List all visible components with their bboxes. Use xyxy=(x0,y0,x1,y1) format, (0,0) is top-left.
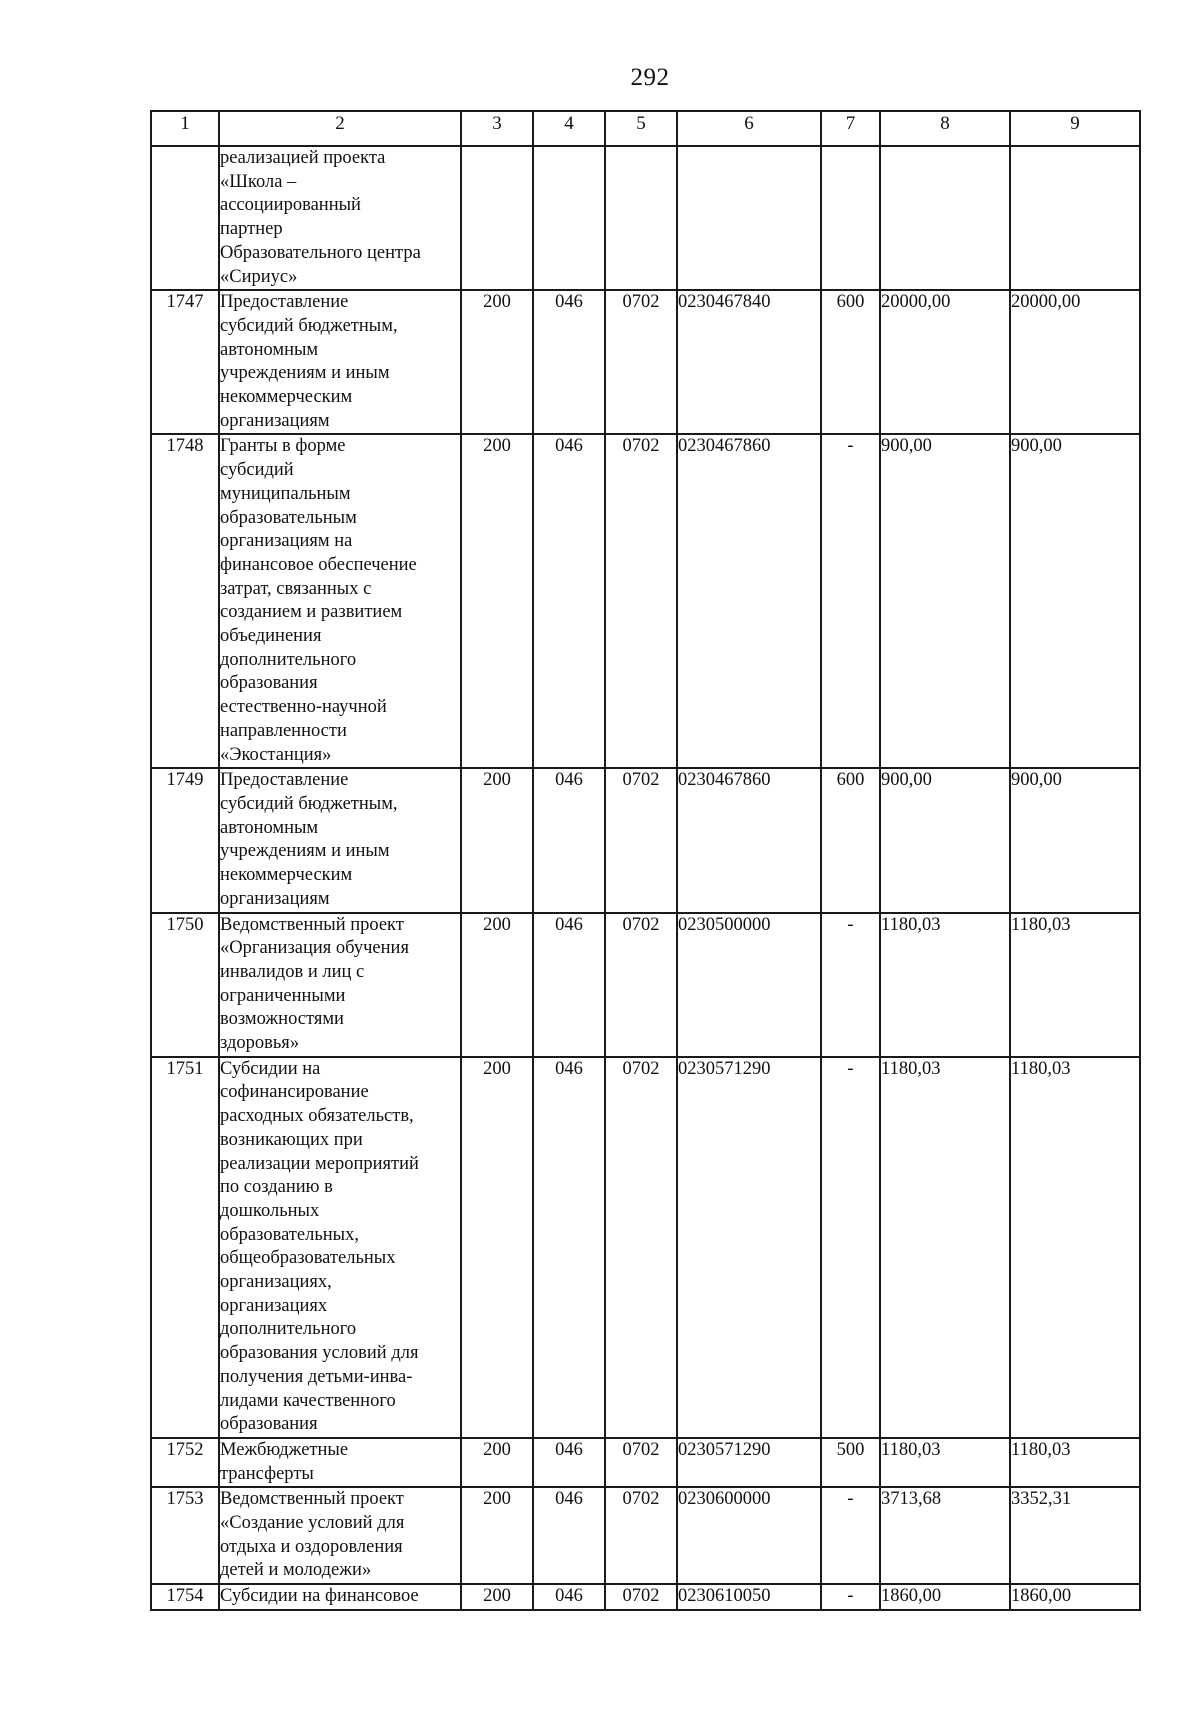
amount-cell: 20000,00 xyxy=(880,290,1010,434)
expense-type-cell: - xyxy=(821,1487,880,1584)
description-line: получения детьми-инва- xyxy=(220,1366,413,1387)
column-header: 5 xyxy=(605,111,677,146)
description-cell xyxy=(219,768,461,912)
description-line: «Школа – xyxy=(220,171,297,192)
column-4-cell: 046 xyxy=(533,1438,605,1487)
table-header-row xyxy=(151,111,1140,146)
description-cell xyxy=(219,1057,461,1438)
description-line: возникающих при xyxy=(220,1129,363,1150)
column-header: 6 xyxy=(677,111,821,146)
amount-cell: 3352,31 xyxy=(1010,1487,1140,1584)
table-row xyxy=(151,1057,1140,1438)
description-line: Межбюджетные xyxy=(220,1439,349,1460)
column-3-cell: 200 xyxy=(461,768,533,912)
description-line: Ведомственный проект xyxy=(220,914,404,935)
table-row xyxy=(151,768,1140,912)
description-line: созданием и развитием xyxy=(220,602,403,623)
column-3-cell: 200 xyxy=(461,1584,533,1610)
expense-type-cell: - xyxy=(821,1057,880,1438)
target-code-cell: 0230467840 xyxy=(677,290,821,434)
column-header: 1 xyxy=(151,111,219,146)
row-number-cell: 1749 xyxy=(151,768,219,912)
table-body xyxy=(151,146,1140,1610)
page-number: 292 xyxy=(630,64,670,91)
description-line: организациях xyxy=(220,1295,328,1316)
description-cell xyxy=(219,1487,461,1584)
target-code-cell: 0230571290 xyxy=(677,1438,821,1487)
column-4-cell: 046 xyxy=(533,434,605,768)
description-line: дополнительного xyxy=(220,649,357,670)
amount-cell: 900,00 xyxy=(880,434,1010,768)
description-line: Субсидии на xyxy=(220,1058,321,1079)
description-line: учреждениям и иным xyxy=(220,841,390,862)
expense-type-cell: 600 xyxy=(821,290,880,434)
row-number-cell: 1748 xyxy=(151,434,219,768)
description-line: направленности xyxy=(220,720,347,741)
description-line: здоровья» xyxy=(220,1033,300,1054)
expense-type-cell: - xyxy=(821,434,880,768)
table-row xyxy=(151,913,1140,1057)
description-line: «Сириус» xyxy=(220,266,298,287)
description-line: образовательных, xyxy=(220,1224,359,1245)
amount-cell: 1860,00 xyxy=(880,1584,1010,1610)
description-cell xyxy=(219,913,461,1057)
description-line: субсидий xyxy=(220,460,294,481)
description-line: некоммерческим xyxy=(220,387,353,408)
row-number-cell: 1753 xyxy=(151,1487,219,1584)
column-3-cell: 200 xyxy=(461,913,533,1057)
column-4-cell: 046 xyxy=(533,1057,605,1438)
amount-cell xyxy=(1010,146,1140,290)
description-line: ассоциированный xyxy=(220,195,361,216)
description-line: ограниченными xyxy=(220,985,346,1006)
description-line: реализацией проекта xyxy=(220,148,386,168)
description-line: организациям xyxy=(220,410,330,431)
description-line: Ведомственный проект xyxy=(220,1489,404,1510)
budget-table xyxy=(150,110,1141,1611)
column-header: 3 xyxy=(461,111,533,146)
amount-cell: 3713,68 xyxy=(880,1487,1010,1584)
description-line: Гранты в форме xyxy=(220,436,346,457)
amount-cell: 1180,03 xyxy=(1010,1438,1140,1487)
table-row xyxy=(151,1584,1140,1610)
description-line: дошкольных xyxy=(220,1200,320,1221)
description-line: учреждениям и иным xyxy=(220,363,390,384)
description-line: некоммерческим xyxy=(220,865,353,886)
description-line: реализации мероприятий xyxy=(220,1153,419,1174)
column-header: 8 xyxy=(880,111,1010,146)
target-code-cell: 0230467860 xyxy=(677,768,821,912)
column-3-cell: 200 xyxy=(461,290,533,434)
column-5-cell xyxy=(605,146,677,290)
description-line: образовательным xyxy=(220,507,357,528)
target-code-cell: 0230600000 xyxy=(677,1487,821,1584)
column-4-cell: 046 xyxy=(533,290,605,434)
description-line: образования xyxy=(220,673,318,694)
description-line: лидами качественного xyxy=(220,1390,396,1411)
column-3-cell: 200 xyxy=(461,1438,533,1487)
description-line: субсидий бюджетным, xyxy=(220,793,398,814)
expense-type-cell: 500 xyxy=(821,1438,880,1487)
row-number-cell: 1750 xyxy=(151,913,219,1057)
column-5-cell: 0702 xyxy=(605,1487,677,1584)
description-line: финансовое обеспечение xyxy=(220,554,417,575)
expense-type-cell xyxy=(821,146,880,290)
column-5-cell: 0702 xyxy=(605,1584,677,1610)
table-row xyxy=(151,434,1140,768)
row-number-cell: 1747 xyxy=(151,290,219,434)
column-5-cell: 0702 xyxy=(605,434,677,768)
amount-cell: 900,00 xyxy=(1010,768,1140,912)
description-line: партнер xyxy=(220,219,283,240)
description-line: Образовательного центра xyxy=(220,242,421,263)
table-row xyxy=(151,146,1140,290)
description-line: автономным xyxy=(220,339,319,360)
description-line: трансферты xyxy=(220,1463,314,1484)
description-line: затрат, связанных с xyxy=(220,578,372,599)
amount-cell: 20000,00 xyxy=(1010,290,1140,434)
column-4-cell: 046 xyxy=(533,1487,605,1584)
column-header: 9 xyxy=(1010,111,1140,146)
row-number-cell xyxy=(151,146,219,290)
row-number-cell: 1754 xyxy=(151,1584,219,1610)
expense-type-cell: - xyxy=(821,913,880,1057)
row-number-cell: 1751 xyxy=(151,1057,219,1438)
description-line: автономным xyxy=(220,817,319,838)
amount-cell: 1180,03 xyxy=(880,913,1010,1057)
column-3-cell xyxy=(461,146,533,290)
column-5-cell: 0702 xyxy=(605,1438,677,1487)
description-line: Предоставление xyxy=(220,770,349,791)
description-line: софинансирование xyxy=(220,1082,369,1103)
column-4-cell: 046 xyxy=(533,913,605,1057)
description-cell xyxy=(219,434,461,768)
table-row xyxy=(151,290,1140,434)
table-row xyxy=(151,1438,1140,1487)
description-line: организациям xyxy=(220,888,330,909)
description-line: «Экостанция» xyxy=(220,744,332,765)
target-code-cell: 0230571290 xyxy=(677,1057,821,1438)
description-cell xyxy=(219,1584,461,1610)
description-line: детей и молодежи» xyxy=(220,1560,372,1581)
amount-cell: 900,00 xyxy=(880,768,1010,912)
description-line: инвалидов и лиц с xyxy=(220,961,365,982)
description-line: дополнительного xyxy=(220,1319,357,1340)
column-3-cell: 200 xyxy=(461,434,533,768)
target-code-cell: 0230610050 xyxy=(677,1584,821,1610)
column-header: 2 xyxy=(219,111,461,146)
description-line: муниципальным xyxy=(220,483,351,504)
table-row xyxy=(151,1487,1140,1584)
description-cell xyxy=(219,1438,461,1487)
description-line: образования xyxy=(220,1414,318,1435)
description-line: «Создание условий для xyxy=(220,1513,405,1534)
description-line: «Организация обучения xyxy=(220,938,409,959)
amount-cell: 1180,03 xyxy=(880,1438,1010,1487)
description-line: организациях, xyxy=(220,1272,332,1293)
description-line: Субсидии на финансовое xyxy=(220,1586,419,1607)
column-header: 7 xyxy=(821,111,880,146)
column-5-cell: 0702 xyxy=(605,913,677,1057)
description-line: объединения xyxy=(220,626,322,647)
target-code-cell xyxy=(677,146,821,290)
column-4-cell: 046 xyxy=(533,1584,605,1610)
column-4-cell xyxy=(533,146,605,290)
description-cell xyxy=(219,146,461,290)
column-5-cell: 0702 xyxy=(605,1057,677,1438)
amount-cell: 1180,03 xyxy=(1010,913,1140,1057)
description-line: образования условий для xyxy=(220,1343,419,1364)
description-line: по созданию в xyxy=(220,1177,333,1198)
amount-cell: 900,00 xyxy=(1010,434,1140,768)
column-3-cell: 200 xyxy=(461,1057,533,1438)
expense-type-cell: - xyxy=(821,1584,880,1610)
amount-cell: 1180,03 xyxy=(1010,1057,1140,1438)
description-cell xyxy=(219,290,461,434)
description-line: естественно-научной xyxy=(220,697,387,718)
description-line: Предоставление xyxy=(220,292,349,313)
amount-cell: 1180,03 xyxy=(880,1057,1010,1438)
column-3-cell: 200 xyxy=(461,1487,533,1584)
description-line: субсидий бюджетным, xyxy=(220,315,398,336)
description-line: общеобразовательных xyxy=(220,1248,396,1269)
column-header: 4 xyxy=(533,111,605,146)
description-line: возможностями xyxy=(220,1009,344,1030)
expense-type-cell: 600 xyxy=(821,768,880,912)
description-line: отдыха и оздоровления xyxy=(220,1536,403,1557)
column-5-cell: 0702 xyxy=(605,290,677,434)
description-line: расходных обязательств, xyxy=(220,1106,414,1127)
column-4-cell: 046 xyxy=(533,768,605,912)
target-code-cell: 0230467860 xyxy=(677,434,821,768)
column-5-cell: 0702 xyxy=(605,768,677,912)
target-code-cell: 0230500000 xyxy=(677,913,821,1057)
row-number-cell: 1752 xyxy=(151,1438,219,1487)
amount-cell xyxy=(880,146,1010,290)
description-line: организациям на xyxy=(220,531,353,552)
amount-cell: 1860,00 xyxy=(1010,1584,1140,1610)
